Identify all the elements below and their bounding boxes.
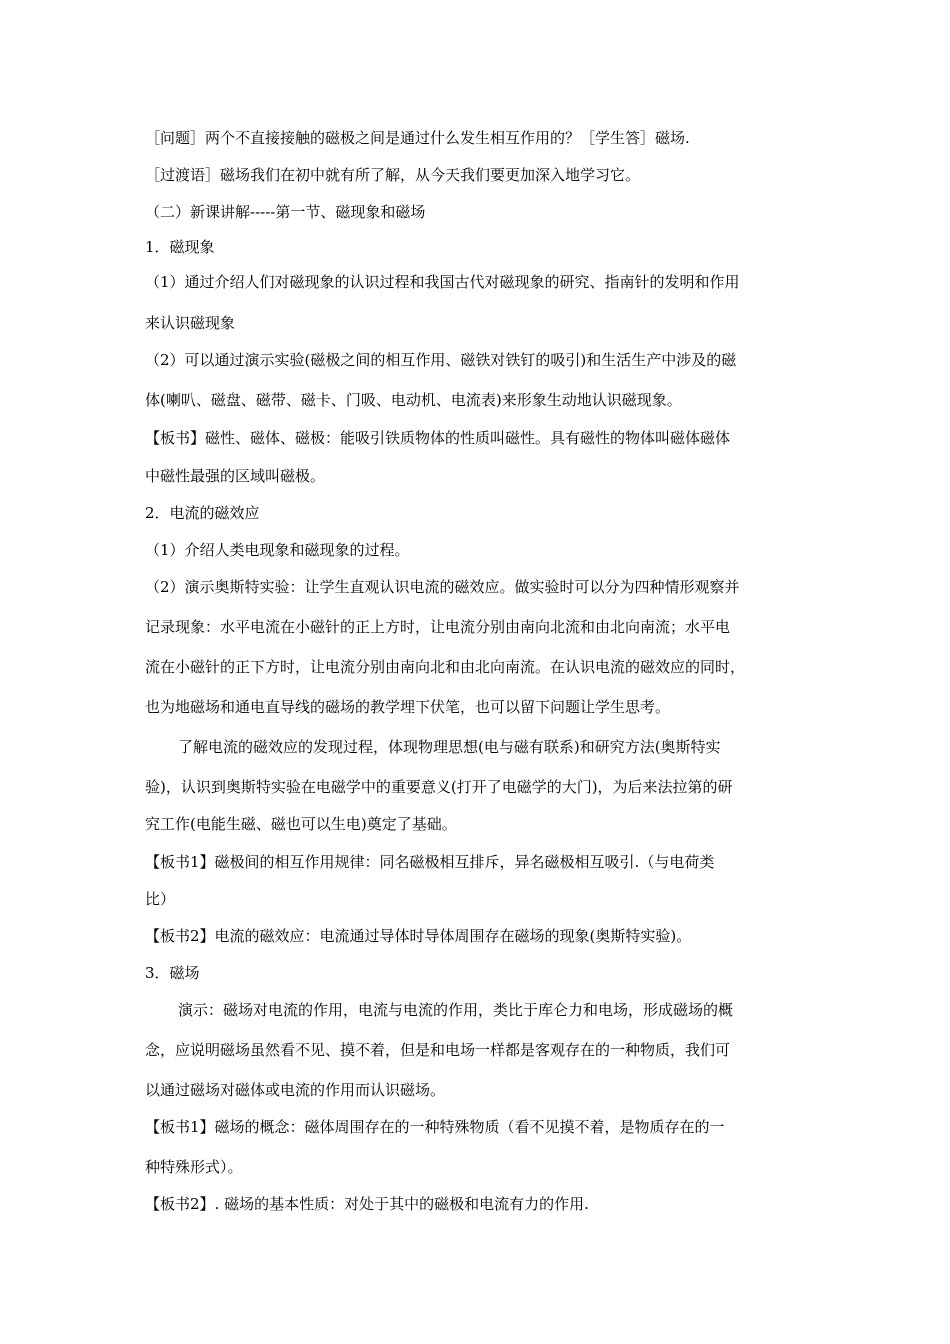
board-note-line: 【板书1】磁极间的相互作用规律：同名磁极相互排斥，异名磁极相互吸引.（与电荷类 xyxy=(145,853,715,871)
paragraph-line: （1）介绍人类电现象和磁现象的过程。 xyxy=(145,541,410,559)
paragraph-line: 念，应说明磁场虽然看不见、摸不着，但是和电场一样都是客观存在的一种物质，我们可 xyxy=(145,1041,731,1059)
paragraph-line: 究工作(电能生磁、磁也可以生电)奠定了基础。 xyxy=(145,815,457,833)
question-line: ［问题］两个不直接接触的磁极之间是通过什么发生相互作用的？［学生答］磁场. xyxy=(145,129,690,147)
paragraph-line: 流在小磁针的正下方时，让电流分别由南向北和由北向南流。在认识电流的磁效应的同时， xyxy=(145,658,746,676)
board-note-line: 【板书2】. 磁场的基本性质：对处于其中的磁极和电流有力的作用. xyxy=(145,1195,589,1213)
paragraph-line: 体(喇叭、磁盘、磁带、磁卡、门吸、电动机、电流表)来形象生动地认识磁现象。 xyxy=(145,391,682,409)
board-note-line: 种特殊形式）。 xyxy=(145,1158,243,1176)
board-note-line: 比） xyxy=(145,890,176,908)
subheading-magnetic-phenomena: 1．磁现象 xyxy=(145,238,215,256)
paragraph-line: 也为地磁场和通电直导线的磁场的教学埋下伏笔，也可以留下问题让学生思考。 xyxy=(145,698,671,716)
board-note-line: 中磁性最强的区域叫磁极。 xyxy=(145,467,326,485)
paragraph-line: （2）演示奥斯特实验：让学生直观认识电流的磁效应。做实验时可以分为四种情形观察并 xyxy=(145,578,740,596)
paragraph-line: 演示：磁场对电流的作用，电流与电流的作用，类比于库仑力和电场，形成磁场的概 xyxy=(178,1001,734,1019)
transition-line: ［过渡语］磁场我们在初中就有所了解，从今天我们要更加深入地学习它。 xyxy=(145,166,641,184)
paragraph-line: （2）可以通过演示实验(磁极之间的相互作用、磁铁对铁钉的吸引)和生活生产中涉及的磁 xyxy=(145,351,737,369)
board-note-line: 【板书2】电流的磁效应：电流通过导体时导体周围存在磁场的现象(奥斯特实验)。 xyxy=(145,927,692,945)
section-heading: （二）新课讲解-----第一节、磁现象和磁场 xyxy=(145,203,426,221)
paragraph-line: 记录现象：水平电流在小磁针的正上方时，让电流分别由南向北流和由北向南流；水平电 xyxy=(145,618,731,636)
paragraph-line: 了解电流的磁效应的发现过程，体现物理思想(电与磁有联系)和研究方法(奥斯特实 xyxy=(178,738,721,756)
paragraph-line: （1）通过介绍人们对磁现象的认识过程和我国古代对磁现象的研究、指南针的发明和作用 xyxy=(145,273,740,291)
subheading-current-magnetic-effect: 2．电流的磁效应 xyxy=(145,504,260,522)
board-note-line: 【板书】磁性、磁体、磁极：能吸引铁质物体的性质叫磁性。具有磁性的物体叫磁体磁体 xyxy=(145,429,731,447)
paragraph-line: 验)，认识到奥斯特实验在电磁学中的重要意义(打开了电磁学的大门)，为后来法拉第的研 xyxy=(145,778,733,796)
paragraph-line: 以通过磁场对磁体或电流的作用而认识磁场。 xyxy=(145,1081,446,1099)
paragraph-line: 来认识磁现象 xyxy=(145,314,236,332)
board-note-line: 【板书1】磁场的概念：磁体周围存在的一种特殊物质（看不见摸不着，是物质存在的一 xyxy=(145,1118,725,1136)
subheading-magnetic-field: 3．磁场 xyxy=(145,964,200,982)
